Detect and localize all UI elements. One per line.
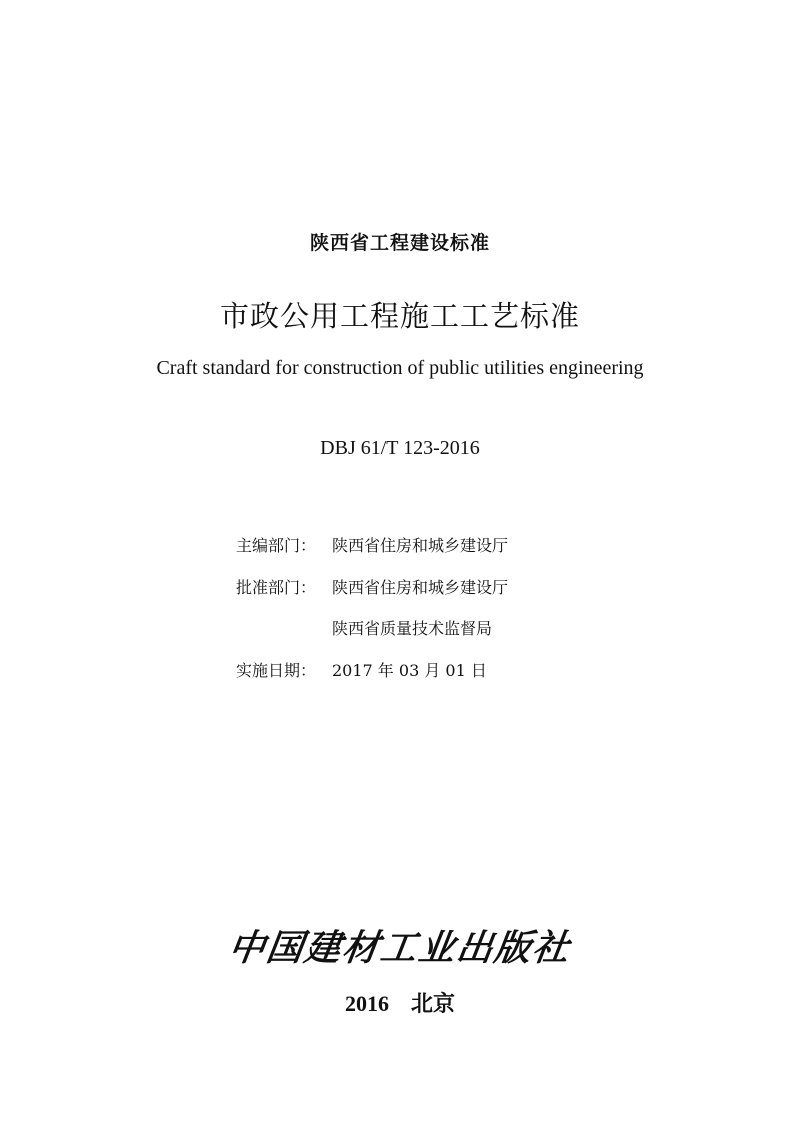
approver-value-1: 陕西省住房和城乡建设厅: [332, 577, 509, 597]
approver-row-2: [236, 608, 508, 650]
standard-series-label: 陕西省工程建设标准: [309, 232, 490, 254]
effective-date-row: [236, 650, 508, 692]
standard-code: DBJ 61/T 123-2016: [320, 437, 480, 459]
approver-label: 批准部门：: [236, 577, 317, 597]
approver-value-2: 陕西省质量技术监督局: [332, 619, 493, 638]
document-title-chinese: 市政公用工程施工工艺标准: [219, 299, 580, 333]
approver-row: [236, 567, 508, 609]
effective-date-value: 2017 年 03 月 01 日: [332, 660, 487, 680]
publication-year: 2016: [344, 991, 389, 1016]
publication-place: [0, 987, 800, 1018]
approver-label-spacer: [236, 608, 332, 650]
effective-date-label: 实施日期：: [236, 660, 317, 680]
editor-value: 陕西省住房和城乡建设厅: [332, 536, 509, 555]
publisher-logo-text: 中国建材工业出版社: [225, 927, 574, 969]
publication-city: 北京: [410, 991, 455, 1016]
document-title-english: Craft standard for construction of public utilities engineering: [156, 357, 644, 379]
editor-label: 主编部门：: [236, 536, 317, 555]
publication-info: [236, 525, 508, 691]
editor-row: [236, 525, 508, 567]
